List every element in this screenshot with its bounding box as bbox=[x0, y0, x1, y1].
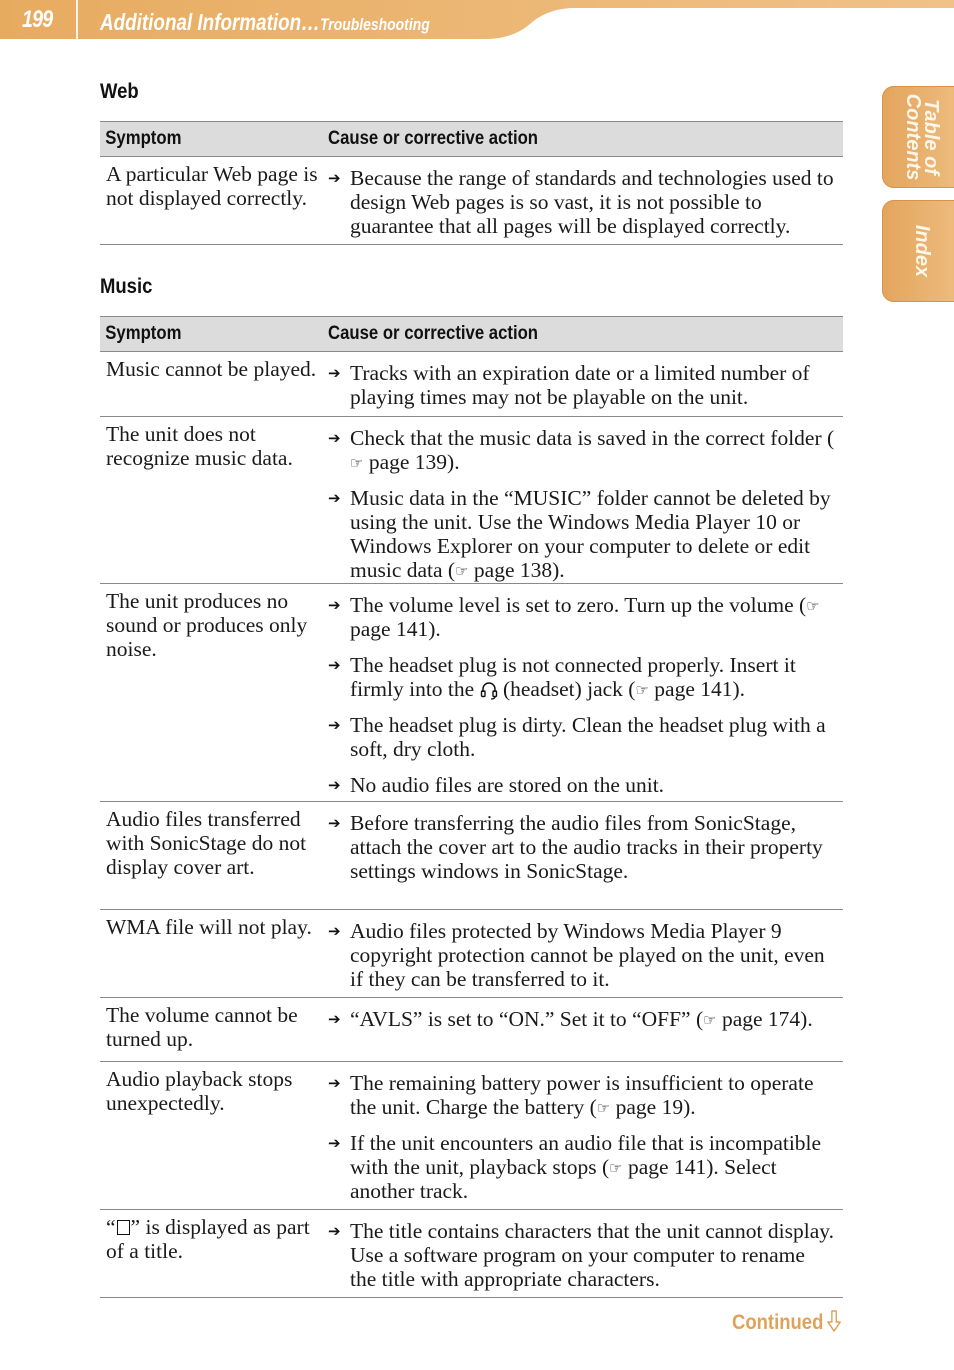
arrow-right-icon: ➔ bbox=[328, 656, 341, 674]
action-item: ➔ The volume level is set to zero. Turn up the volume (☞ page 141). bbox=[328, 593, 820, 641]
action-cell bbox=[328, 584, 843, 801]
arrow-right-icon: ➔ bbox=[328, 1010, 341, 1028]
action-item: ➔ The headset plug is dirty. Clean the headset plug with a soft, dry cloth. bbox=[328, 713, 826, 761]
page-reference-link[interactable]: page 141 bbox=[654, 677, 733, 701]
arrow-right-icon: ➔ bbox=[328, 814, 341, 832]
action-item: ➔ No audio files are stored on the unit. bbox=[328, 773, 665, 797]
action-cell bbox=[328, 157, 843, 244]
column-header-action: Cause or corrective action bbox=[328, 128, 539, 149]
page-reference-icon: ☞ bbox=[703, 1011, 717, 1029]
table-row bbox=[100, 584, 843, 802]
action-cell bbox=[328, 1062, 843, 1209]
web-heading: Web bbox=[100, 80, 139, 103]
symptom-cell: WMA file will not play. bbox=[106, 915, 312, 939]
column-header-symptom: Symptom bbox=[105, 128, 182, 149]
action-item: ➔ Tracks with an expiration date or a limited number of playing times may not be playable on the unit. bbox=[328, 361, 810, 409]
page-reference-icon: ☞ bbox=[596, 1099, 611, 1117]
action-item: ➔ The remaining battery power is insufficient to operate the unit. Charge the battery (☞ page 19). bbox=[328, 1071, 814, 1119]
symptom-cell: Music cannot be played. bbox=[106, 357, 317, 381]
page-reference-link[interactable]: page 19 bbox=[615, 1095, 684, 1119]
arrow-right-icon: ➔ bbox=[328, 922, 341, 940]
action-cell bbox=[328, 998, 843, 1061]
action-item: ➔ The title contains characters that the unit cannot display. Use a software program on your computer to rename the title with appropriate characters. bbox=[328, 1219, 834, 1291]
continued-label: Continued bbox=[732, 1311, 824, 1334]
arrow-right-icon: ➔ bbox=[328, 489, 341, 507]
table-row bbox=[100, 1210, 843, 1298]
arrow-right-icon: ➔ bbox=[328, 169, 341, 187]
table-row bbox=[100, 802, 843, 910]
index-label: Index bbox=[911, 224, 933, 278]
square-glyph-icon bbox=[117, 1220, 130, 1235]
arrow-right-icon: ➔ bbox=[328, 1074, 341, 1092]
symptom-cell: The volume cannot be turned up. bbox=[106, 1003, 298, 1051]
page-reference-icon: ☞ bbox=[806, 597, 820, 615]
page-reference-icon: ☞ bbox=[609, 1159, 623, 1177]
action-cell bbox=[328, 1210, 843, 1297]
page-reference-link[interactable]: page 139 bbox=[368, 450, 448, 474]
section-title bbox=[100, 9, 430, 36]
action-item: ➔ Because the range of standards and technologies used to design Web pages is so vast, it is not possible to guarantee that all pages will be displayed correctly. bbox=[328, 166, 834, 238]
table-of-contents-label: Table of Contents bbox=[902, 93, 942, 181]
arrow-right-icon: ➔ bbox=[328, 429, 341, 447]
symptom-cell: Audio playback stops unexpectedly. bbox=[106, 1067, 293, 1115]
arrow-right-icon: ➔ bbox=[328, 364, 341, 382]
down-arrow-icon bbox=[827, 1310, 841, 1332]
action-item: ➔ If the unit encounters an audio file that is incompatible with the unit, playback stops (☞ page 141). Select another track. bbox=[328, 1131, 822, 1203]
page-reference-link[interactable]: page 141 bbox=[627, 1155, 707, 1179]
symptom-cell: The unit does not recognize music data. bbox=[106, 422, 293, 470]
page-reference-link[interactable]: page 138 bbox=[473, 558, 553, 582]
symptom-cell: The unit produces no sound or produces only noise. bbox=[106, 589, 308, 661]
headset-icon bbox=[480, 680, 498, 700]
music-table bbox=[100, 316, 843, 1298]
table-row bbox=[100, 910, 843, 998]
index-tab[interactable] bbox=[882, 200, 954, 302]
page-reference-icon: ☞ bbox=[635, 681, 649, 699]
action-cell bbox=[328, 802, 843, 909]
continued-link[interactable] bbox=[732, 1310, 841, 1335]
symptom-cell: A particular Web page is not displayed correctly. bbox=[106, 162, 318, 210]
action-cell bbox=[328, 910, 843, 997]
table-of-contents-tab[interactable] bbox=[882, 86, 954, 188]
page-header bbox=[0, 0, 954, 44]
arrow-right-icon: ➔ bbox=[328, 776, 341, 794]
arrow-right-icon: ➔ bbox=[328, 1222, 341, 1240]
action-item: ➔ Before transferring the audio files from SonicStage, attach the cover art to the audio tracks in their property settings windows in SonicStage. bbox=[328, 811, 823, 883]
arrow-right-icon: ➔ bbox=[328, 596, 341, 614]
page-number: 199 bbox=[22, 6, 53, 33]
column-header-symptom: Symptom bbox=[105, 323, 182, 344]
action-item: ➔ The headset plug is not connected properly. Insert it firmly into the (headset) jack (☞ page 141). bbox=[328, 653, 796, 701]
action-cell bbox=[328, 417, 843, 583]
web-table bbox=[100, 121, 843, 245]
arrow-right-icon: ➔ bbox=[328, 716, 341, 734]
symptom-cell: Audio files transferred with SonicStage do not display cover art. bbox=[106, 807, 307, 879]
page-reference-icon: ☞ bbox=[455, 562, 469, 580]
column-header-action: Cause or corrective action bbox=[328, 323, 539, 344]
table-header bbox=[100, 121, 843, 157]
action-item: ➔ Check that the music data is saved in the correct folder (☞ page 139). bbox=[328, 426, 835, 474]
table-row bbox=[100, 998, 843, 1062]
action-item: ➔ Audio files protected by Windows Media Player 9 copyright protection cannot be played on the unit, even if they can be transferred to it. bbox=[328, 919, 825, 991]
page-reference-link[interactable]: page 174 bbox=[721, 1007, 801, 1031]
page-reference-icon: ☞ bbox=[350, 454, 364, 472]
action-cell bbox=[328, 352, 843, 416]
section-name: Additional Information… bbox=[100, 9, 321, 35]
symptom-cell: “ ” is displayed as part of a title. bbox=[106, 1215, 310, 1263]
table-row bbox=[100, 417, 843, 584]
action-item: ➔ Music data in the “MUSIC” folder cannot be deleted by using the unit. Use the Windows Media Player 10 or Windows Explorer on your computer to delete or edit music data (☞ page 138). bbox=[328, 486, 831, 582]
table-row bbox=[100, 157, 843, 245]
music-heading: Music bbox=[100, 275, 153, 298]
table-row bbox=[100, 352, 843, 417]
table-row bbox=[100, 1062, 843, 1210]
table-header bbox=[100, 316, 843, 352]
subsection-name: Troubleshooting bbox=[320, 15, 430, 34]
action-item: ➔ “AVLS” is set to “ON.” Set it to “OFF” (☞ page 174). bbox=[328, 1007, 813, 1031]
page-reference-link[interactable]: page 141 bbox=[350, 617, 429, 641]
arrow-right-icon: ➔ bbox=[328, 1134, 341, 1152]
